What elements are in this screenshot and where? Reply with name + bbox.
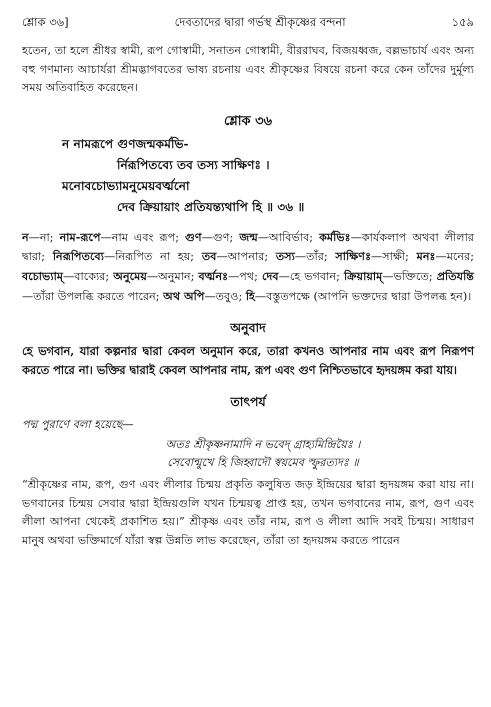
synonym-term: দেব (261, 268, 279, 283)
quote-line: অতঃ শ্রীকৃষ্ণনামাদি ন ভবেদ্ গ্রাহ্যমিন্দ্রিয়ৈঃ । (165, 438, 361, 452)
verse-line: দেব ক্রিয়ায়াং প্রতিযন্ত্যথাপি হি ॥ ৩৬ ॥ (117, 199, 305, 214)
page-number: ১৫৯ (451, 15, 474, 29)
synonym-term: ন (22, 229, 29, 244)
synonym-term: বচোভ্যাম্ (22, 268, 64, 283)
synonym-meaning: অনুমান; (158, 269, 199, 283)
synonym-term: নাম-রূপে (59, 229, 101, 244)
synonym-term: বর্ত্মনঃ (198, 268, 229, 283)
synonym-term: অনুমেয় (113, 268, 147, 283)
synonym-meaning: তাঁর; (306, 250, 336, 264)
synonym-meaning: আবির্ভাব; (269, 230, 320, 244)
verse-line: মনোবচোভ্যামনুমেয়বর্ত্মনো (62, 178, 190, 193)
verse-line: ন নামরূপে গুণজন্মকর্মভি- (62, 136, 189, 151)
synonym-meaning: বাক্যের; (74, 269, 114, 283)
synonym-meaning: পথ; (239, 269, 262, 283)
purport-intro: পদ্ম পুরাণে বলা হয়েছে— (22, 418, 134, 432)
synonym-meaning: তাঁরা উপলব্ধি করতে পারেন; (33, 289, 164, 303)
synonym-term: তস্য (275, 249, 295, 264)
purport-heading: তাৎপর্য (230, 394, 266, 410)
synonym-meaning: বস্তুতপক্ষে (আপনি ভক্তদের দ্বারা উপলব্ধ হন)। (266, 289, 472, 303)
synonym-term: প্রতিযন্তি (436, 268, 474, 283)
synonym-meaning: মনের; (446, 250, 475, 264)
synonym-meaning: সাক্ষী; (382, 250, 417, 264)
synonym-meaning: নিরূপিত না হয়; (115, 250, 202, 264)
synonym-term: মনঃ (416, 249, 436, 264)
synonym-term: হি (245, 288, 255, 303)
synonym-term: তব (201, 249, 217, 264)
synonym-term: গুণ (185, 229, 202, 244)
header-chapter-title: দেবতাদের দ্বারা গর্ভস্থ শ্রীকৃষ্ণের বন্দনা (174, 15, 346, 29)
page-header (22, 14, 474, 30)
synonym-meaning: কার্যকলাপ অথবা লীলার দ্বারা; (22, 230, 475, 264)
word-synonyms: ন—না; নাম-রূপে—নাম এবং রূপ; গুণ—গুণ; জন্ম—আবির্ভাব; কর্মভিঃ—কার্যকলাপ অথবা লীলার দ্বারা; নিরূপিতব্যে—নিরূপিত না হয়; তব—আপনার; তস্য—তাঁর; সাক্ষিণঃ—সাক্ষী; মনঃ—মনের; বচোভ্যাম্—বাক্যের; অনুমেয়—অনুমান; বর্ত্মনঃ—পথ; দেব—হে ভগবান; ক্রিয়ায়াম্—ভক্তিতে; প্রতিযন্তি—তাঁরা উপলব্ধি করতে পারেন; অথ অপি—তবুও; হি—বস্তুতপক্ষে (আপনি ভক্তদের দ্বারা উপলব্ধ হন)। (22, 229, 475, 303)
synonym-term: ক্রিয়ায়াম্ (343, 268, 383, 283)
translation-heading: অনুবাদ (230, 320, 266, 336)
synonym-term: কর্মভিঃ (319, 229, 351, 244)
synonym-meaning: আপনার; (227, 250, 276, 264)
sanskrit-verse (22, 134, 474, 218)
synonym-term: অথ অপি (163, 288, 205, 303)
synonym-meaning: নাম এবং রূপ; (111, 230, 185, 244)
synonym-meaning: ভক্তিতে; (393, 269, 437, 283)
purport-text: “শ্রীকৃষ্ণের নাম, রূপ, গুণ এবং লীলার চিন্ময় প্রকৃতি কলুষিত জড় ইন্দ্রিয়ের দ্বারা হৃদয়ঙ্গম করা যায় না। ভগবানের চিন্ময় সেবার দ্বারা ইন্দ্রিয়গুলি যখন চিন্ময়ত্ব প্রাপ্ত হয়, তখন ভগবানের নাম, রূপ, গুণ এবং লীলা আপনা থেকেই প্রকাশিত হয়।” শ্রীকৃষ্ণ এবং তাঁর নাম, রূপ ও লীলা আদি সবই চিন্ময়। সাধারণ মানুষ অথবা ভক্তিমার্গে যাঁরা স্বল্প উন্নতি লাভ করেছেন, তাঁরা তা হৃদয়ঙ্গম করতে পারেন (22, 478, 474, 547)
book-page (22, 14, 474, 551)
synonym-meaning: না; (39, 230, 60, 244)
translation-text: হে ভগবান, যারা কল্পনার দ্বারা কেবল অনুমান করে, তারা কখনও আপনার নাম এবং রূপ নিরূপণ করতে পারে না। ভক্তির দ্বারাই কেবল আপনার নাম, রূপ এবং গুণ নিশ্চিতভাবে হৃদয়ঙ্গম করা যায়। (22, 344, 474, 378)
synonym-meaning: হে ভগবান; (289, 269, 344, 283)
synonym-meaning: গুণ; (212, 230, 240, 244)
synonym-term: নিরূপিতব্যে (52, 249, 104, 264)
verse-heading: শ্লোক ৩৬ (223, 113, 273, 129)
header-verse-ref: শ্লোক ৩৬] (22, 15, 69, 29)
synonym-meaning: তবুও; (215, 289, 246, 303)
synonym-term: জন্ম (239, 229, 258, 244)
continuation-paragraph: হতেন, তা হলে শ্রীধর স্বামী, রূপ গোস্বামী, সনাতন গোস্বামী, বীররাঘব, বিজয়ধ্বজ, বল্লভাচার্য এবং অন্য বহু গণমান্য আচার্যরা শ্রীমদ্ভাগবতের ভাষ্য রচনায় এবং শ্রীকৃষ্ণের বিষয়ে রচনা করে কেন তাঁদের দুর্মূল্য সময় অতিবাহিত করেছেন। (22, 44, 474, 95)
quote-line: সেবোন্মুখে হি জিহ্বাদৌ স্বয়মেব স্ফুরত্যদঃ ॥ (167, 456, 359, 470)
verse-line: র্নিরূপিতব্যে তব তস্য সাক্ষিণঃ । (117, 157, 270, 172)
synonym-term: সাক্ষিণঃ (335, 249, 372, 264)
